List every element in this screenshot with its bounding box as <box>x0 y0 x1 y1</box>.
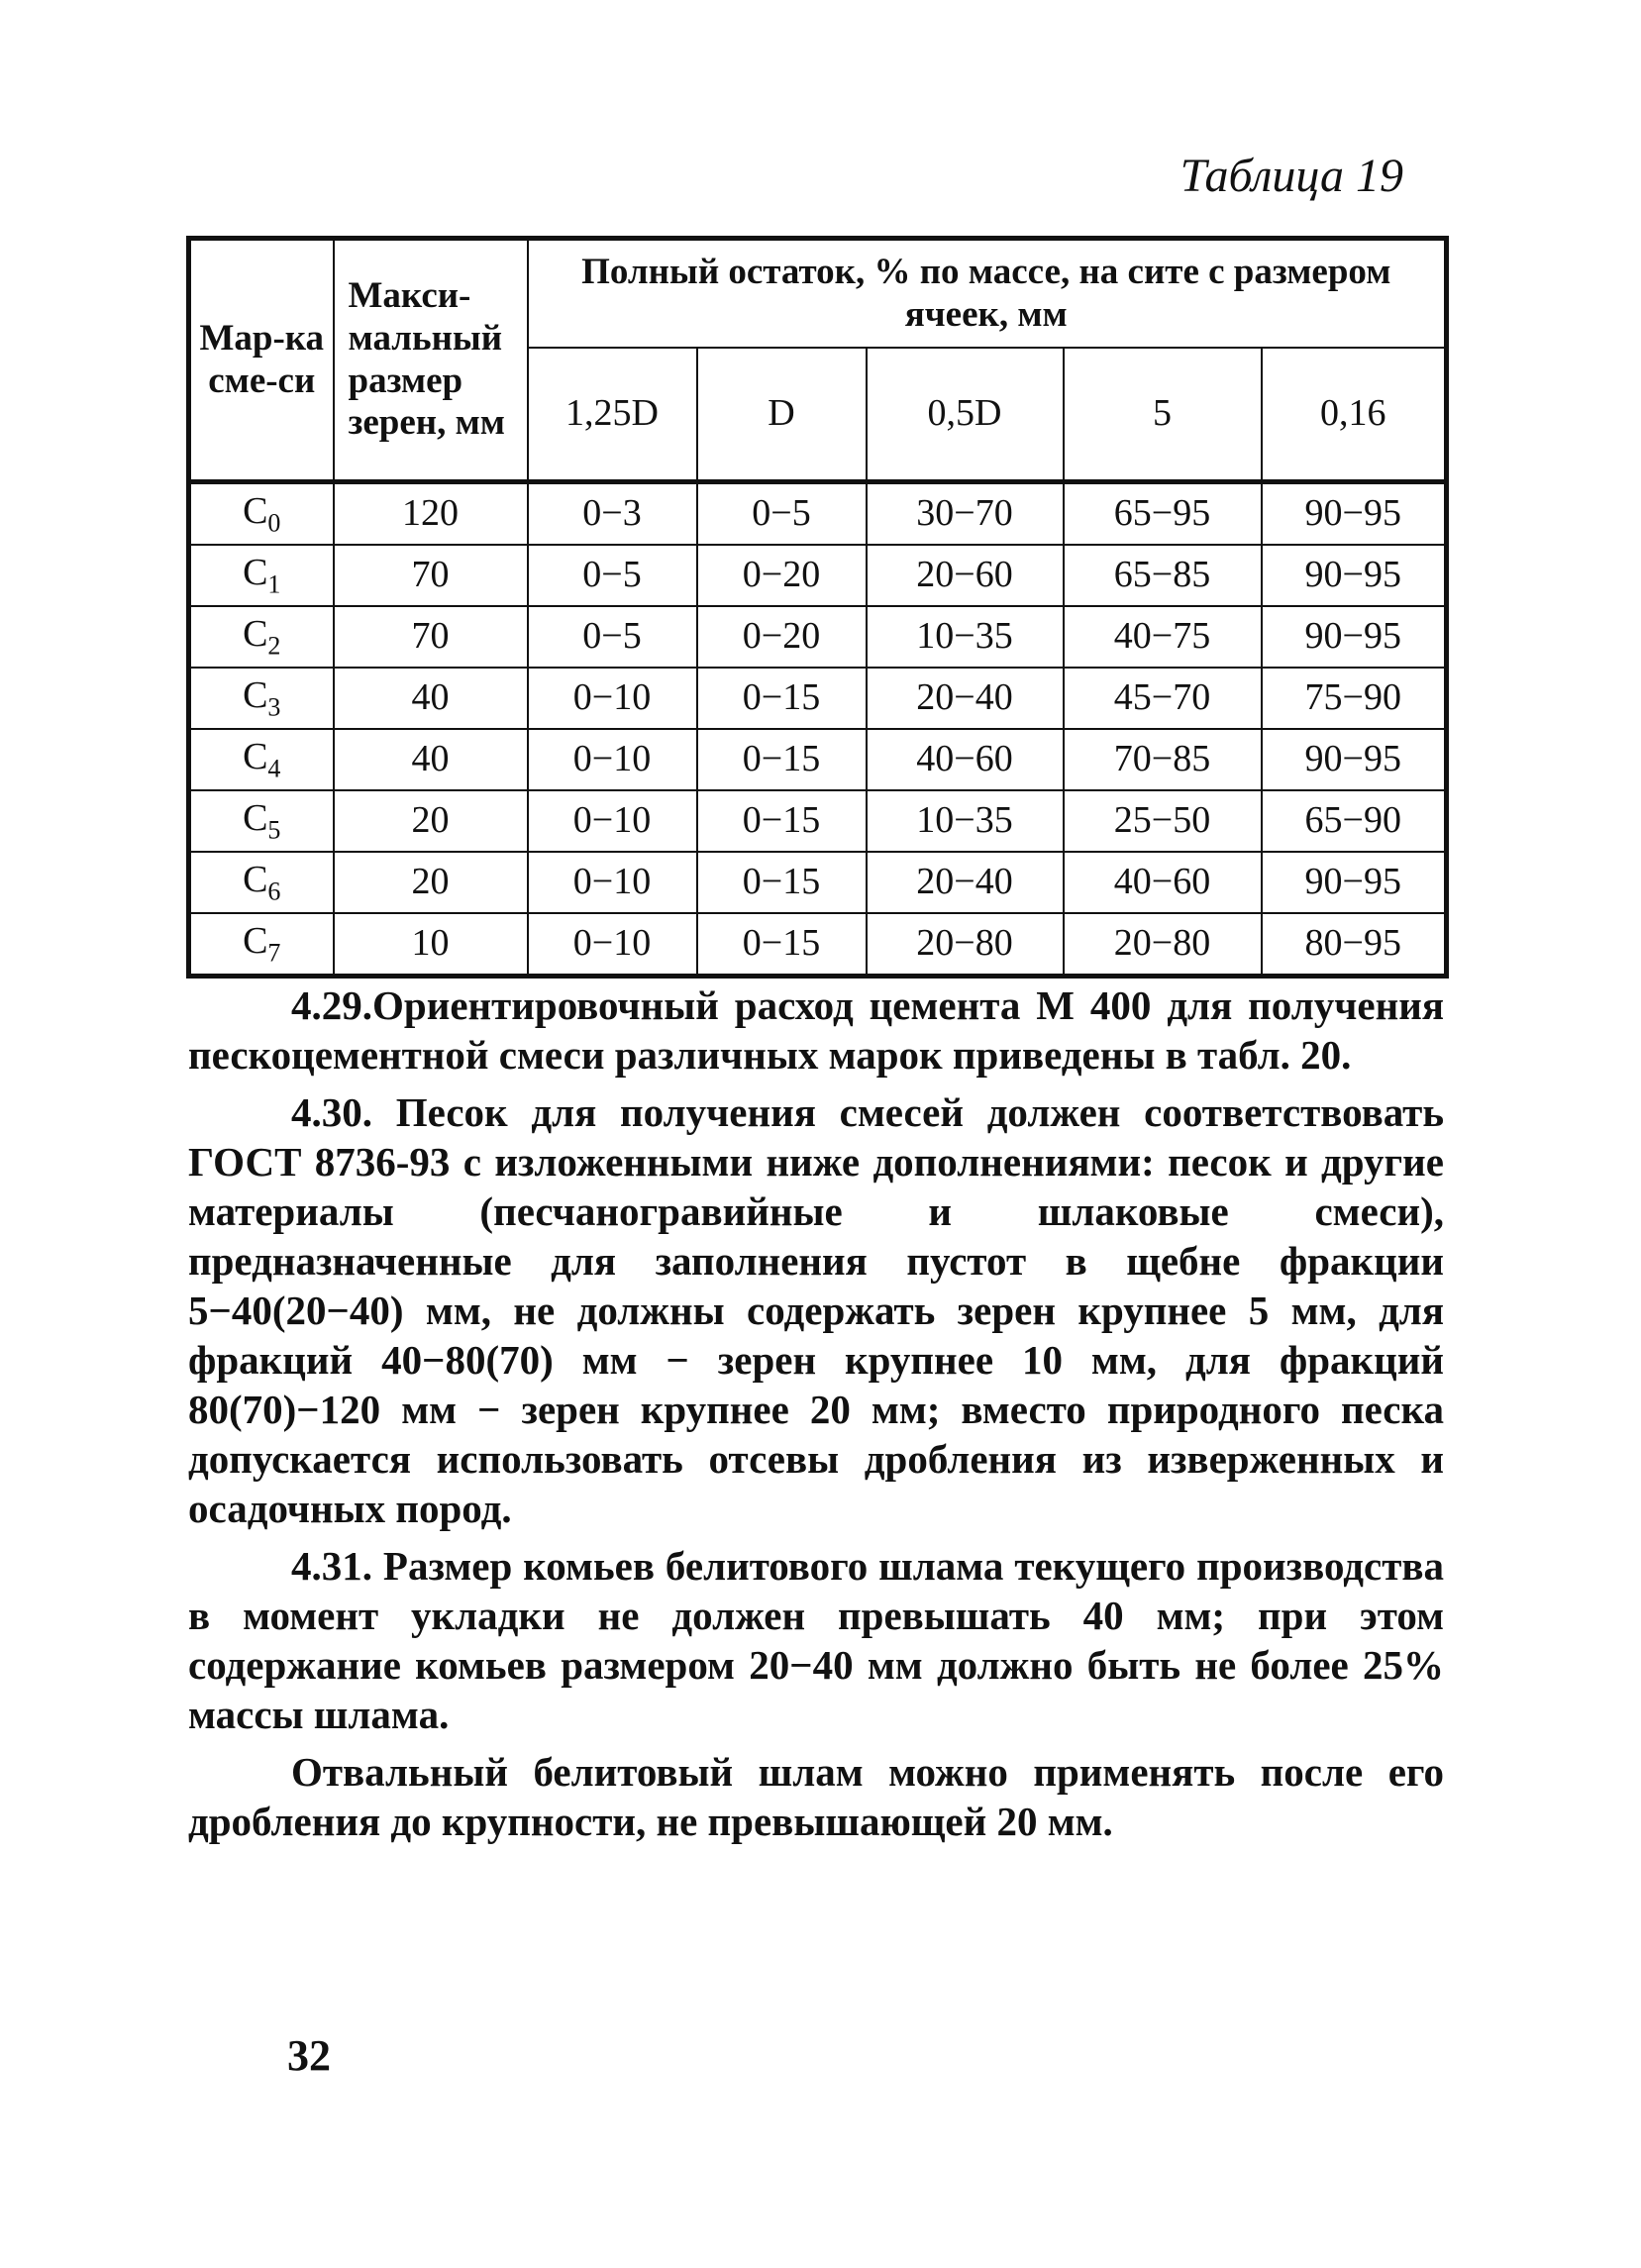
mix-grade-cell: $C_7$ <box>189 913 334 977</box>
residue-cell: 20−40 <box>867 852 1064 913</box>
paragraph-4-30: 4.30. Песок для получения смесей должен соответствовать ГОСТ 8736-93 с изложенными ниже дополнениями: песок и другие материалы (песчаногравийные и шлаковые смеси), предназначенные для заполнения пустот в щебне фракции 5−40(20−40) мм, не должны содержать зерен крупнее 5 мм, для фракций 40−80(70) мм − зерен крупнее 10 мм, для фракций 80(70)−120 мм − зерен крупнее 20 мм; вместо природного песка допускается использовать отсевы дробления из изверженных и осадочных пород. <box>188 1089 1444 1531</box>
sieve-residue-table <box>186 236 1449 979</box>
residue-cell: 20−80 <box>1064 913 1262 977</box>
residue-cell: 80−95 <box>1262 913 1447 977</box>
header-mix-grade: Мар-ка сме-си <box>189 239 334 482</box>
residue-cell: 25−50 <box>1064 790 1262 852</box>
header-max-grain-size: Макси-мальный размер зерен, мм <box>334 239 528 482</box>
header-sieve-1: 1,25D <box>528 348 697 482</box>
header-residue-group: Полный остаток, % по массе, на сите с размером ячеек, мм <box>528 239 1447 349</box>
residue-cell: 90−95 <box>1262 852 1447 913</box>
residue-cell: 0−10 <box>528 668 697 729</box>
table-row <box>189 545 1447 606</box>
residue-cell: 0−10 <box>528 913 697 977</box>
residue-cell: 45−70 <box>1064 668 1262 729</box>
mix-grade-cell: $C_5$ <box>189 790 334 852</box>
header-sieve-2: D <box>697 348 867 482</box>
residue-cell: 0−20 <box>697 606 867 668</box>
table-caption: Таблица 19 <box>1179 150 1403 202</box>
residue-cell: 75−90 <box>1262 668 1447 729</box>
mix-grade-cell: $C_2$ <box>189 606 334 668</box>
mix-grade-cell: $C_0$ <box>189 482 334 546</box>
paragraph-belite-slag: Отвальный белитовый шлам можно применять после его дробления до крупности, не превышающей 20 мм. <box>188 1749 1444 1844</box>
table-row <box>189 790 1447 852</box>
residue-cell: 20−60 <box>867 545 1064 606</box>
residue-cell: 40−75 <box>1064 606 1262 668</box>
mix-grade-cell: $C_6$ <box>189 852 334 913</box>
max-grain-cell: 120 <box>334 482 528 546</box>
residue-cell: 0−15 <box>697 729 867 790</box>
residue-cell: 0−5 <box>528 606 697 668</box>
residue-cell: 0−15 <box>697 668 867 729</box>
residue-cell: 10−35 <box>867 790 1064 852</box>
table-row <box>189 729 1447 790</box>
residue-cell: 0−20 <box>697 545 867 606</box>
header-sieve-4: 5 <box>1064 348 1262 482</box>
header-sieve-3: 0,5D <box>867 348 1064 482</box>
residue-cell: 90−95 <box>1262 482 1447 546</box>
residue-cell: 0−10 <box>528 852 697 913</box>
max-grain-cell: 10 <box>334 913 528 977</box>
residue-cell: 0−10 <box>528 729 697 790</box>
residue-cell: 40−60 <box>1064 852 1262 913</box>
residue-cell: 20−40 <box>867 668 1064 729</box>
residue-cell: 20−80 <box>867 913 1064 977</box>
table-row <box>189 913 1447 977</box>
max-grain-cell: 20 <box>334 790 528 852</box>
residue-cell: 65−85 <box>1064 545 1262 606</box>
residue-cell: 90−95 <box>1262 729 1447 790</box>
max-grain-cell: 40 <box>334 729 528 790</box>
table-row <box>189 668 1447 729</box>
residue-cell: 0−5 <box>697 482 867 546</box>
paragraph-4-31: 4.31. Размер комьев белитового шлама текущего производства в момент укладки не должен превышать 40 мм; при этом содержание комьев размером 20−40 мм должно быть не более 25% массы шлама. <box>188 1543 1444 1737</box>
residue-cell: 65−90 <box>1262 790 1447 852</box>
mix-grade-cell: $C_3$ <box>189 668 334 729</box>
table-row <box>189 852 1447 913</box>
max-grain-cell: 20 <box>334 852 528 913</box>
residue-cell: 0−15 <box>697 852 867 913</box>
residue-cell: 65−95 <box>1064 482 1262 546</box>
residue-cell: 70−85 <box>1064 729 1262 790</box>
paragraph-4-29: 4.29.Ориентировочный расход цемента М 400 для получения пескоцементной смеси различных марок приведены в табл. 20. <box>188 982 1444 1078</box>
residue-cell: 0−15 <box>697 790 867 852</box>
mix-grade-cell: $C_4$ <box>189 729 334 790</box>
residue-cell: 0−10 <box>528 790 697 852</box>
header-sieve-5: 0,16 <box>1262 348 1447 482</box>
max-grain-cell: 70 <box>334 545 528 606</box>
max-grain-cell: 40 <box>334 668 528 729</box>
mix-grade-cell: $C_1$ <box>189 545 334 606</box>
body-text <box>188 980 1444 1854</box>
residue-cell: 0−3 <box>528 482 697 546</box>
residue-cell: 0−15 <box>697 913 867 977</box>
table-row <box>189 482 1447 546</box>
residue-cell: 90−95 <box>1262 606 1447 668</box>
max-grain-cell: 70 <box>334 606 528 668</box>
residue-cell: 30−70 <box>867 482 1064 546</box>
table-row <box>189 606 1447 668</box>
residue-cell: 0−5 <box>528 545 697 606</box>
residue-cell: 90−95 <box>1262 545 1447 606</box>
residue-cell: 40−60 <box>867 729 1064 790</box>
residue-cell: 10−35 <box>867 606 1064 668</box>
page-number: 32 <box>287 2031 331 2080</box>
